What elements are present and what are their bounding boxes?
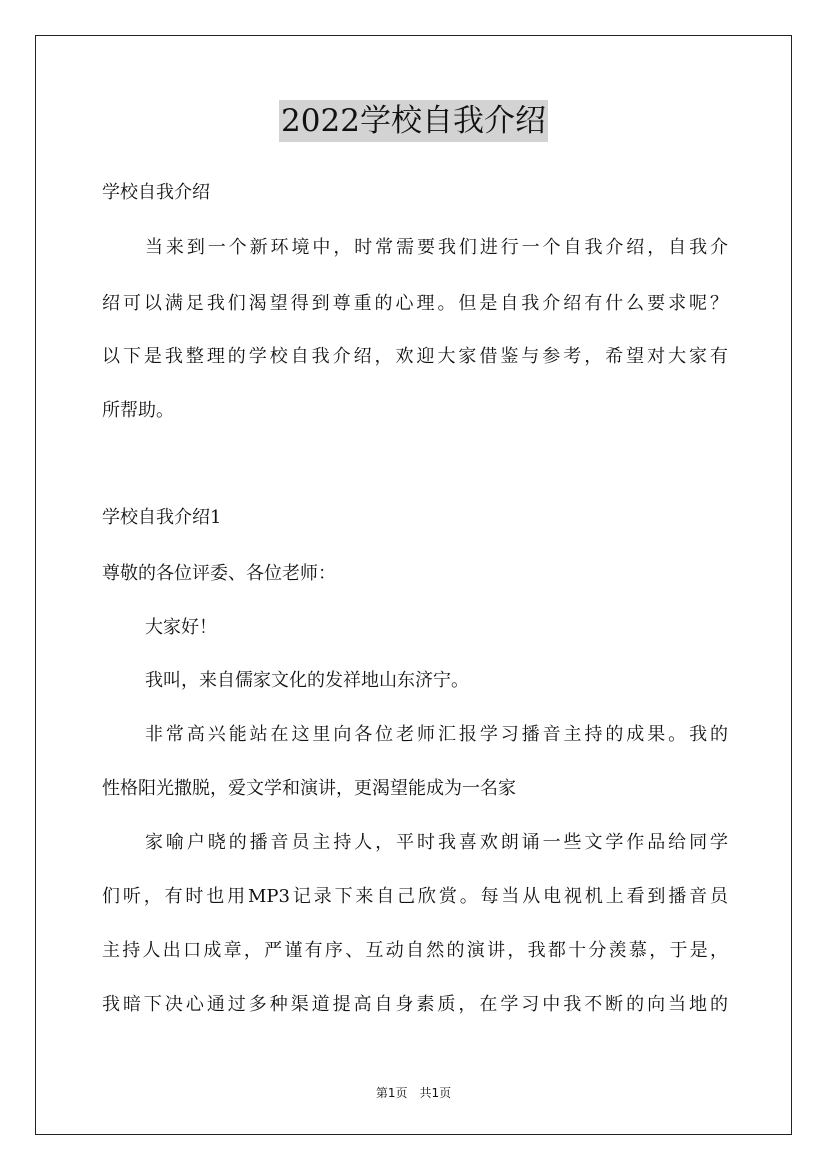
paragraph-line: 我叫，来自儒家文化的发祥地山东济宁。 [145, 670, 469, 691]
paragraph-line: 性格阳光撒脱，爱文学和演讲，更渴望能成为一名家 [102, 778, 516, 799]
paragraph-line: 以下是我整理的学校自我介绍，欢迎大家借鉴与参考，希望对大家有 [102, 346, 728, 367]
paragraph-line: 家喻户晓的播音员主持人，平时我喜欢朗诵一些文学作品给同学 [145, 832, 728, 853]
paragraph-line: 主持人出口成章，严谨有序、互动自然的演讲，我都十分羡慕，于是， [102, 940, 728, 961]
section-heading: 学校自我介绍1 [102, 507, 222, 528]
paragraph-line: 们听，有时也用MP3记录下来自己欣赏。每当从电视机上看到播音员 [102, 886, 728, 907]
paragraph-line: 我暗下决心通过多种渠道提高自身素质，在学习中我不断的向当地的 [102, 994, 728, 1015]
document-title: 2022学校自我介绍 [279, 100, 548, 142]
paragraph-line: 非常高兴能站在这里向各位老师汇报学习播音主持的成果。我的 [145, 724, 728, 745]
paragraph-line: 绍可以满足我们渴望得到尊重的心理。但是自我介绍有什么要求呢？ [102, 293, 728, 314]
title-container [0, 100, 827, 142]
paragraph-line: 所帮助。 [102, 400, 174, 421]
paragraph-line: 当来到一个新环境中，时常需要我们进行一个自我介绍，自我介 [145, 237, 728, 258]
page-footer [0, 1084, 827, 1101]
greeting: 大家好！ [145, 617, 217, 638]
section-heading: 学校自我介绍 [102, 182, 210, 203]
salutation: 尊敬的各位评委、各位老师： [102, 563, 336, 584]
page-number-label: 第1页 共1页 [375, 1086, 452, 1100]
